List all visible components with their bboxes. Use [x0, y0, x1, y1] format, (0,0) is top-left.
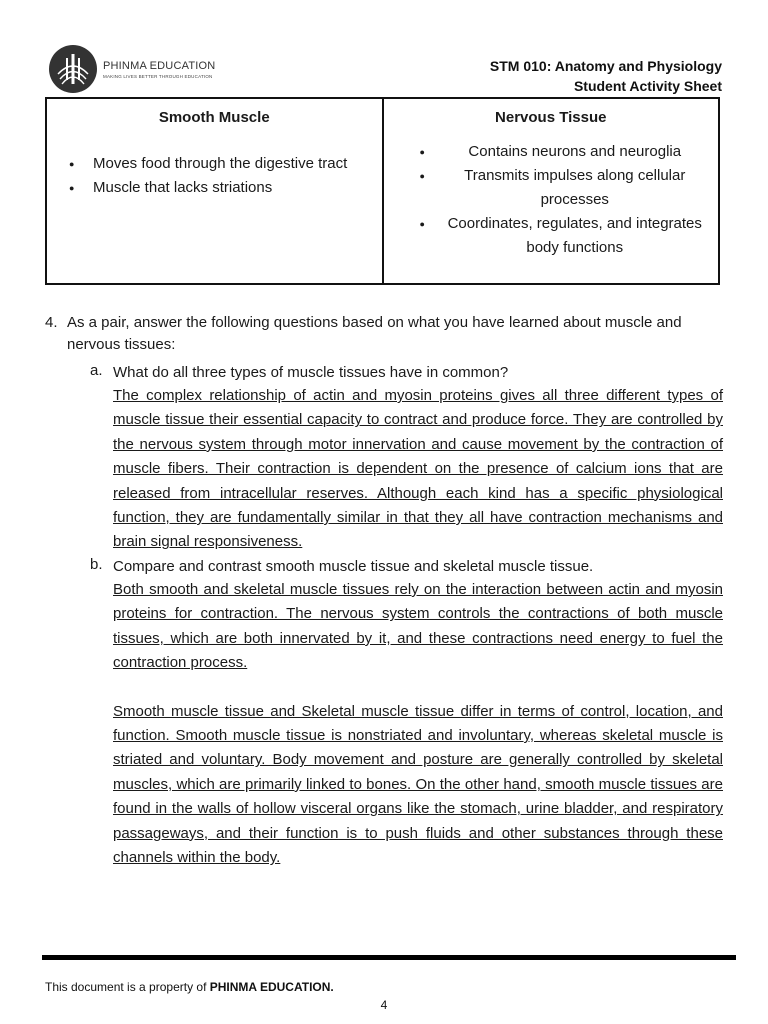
sub-question-letter: a. — [90, 362, 103, 379]
question-number: 4. — [45, 314, 58, 331]
phinma-emblem-icon — [48, 44, 98, 94]
sub-question-text: What do all three types of muscle tissues have in common? — [113, 364, 509, 381]
nervous-tissue-list — [384, 140, 719, 260]
tissue-table — [45, 97, 720, 285]
answer-paragraph-1: Both smooth and skeletal muscle tissues rely on the interaction between actin and myosin proteins for contraction. The nervous system controls the contractions of both muscle tissues, which are both innervated by it, and these contractions need energy to fuel the contraction process. — [113, 581, 723, 672]
answer-text: The complex relationship of actin and myosin proteins gives all three different types of muscle tissue their essential capacity to contract and produce force. They are controlled by the nervous system through motor innervation and cause movement by the contraction of muscle fibers. Their contraction is dependent on the presence of calcium ions that are released from intracellular reserves. Although each kind has a specific physiological function, they are fundamentally similar in that they all have contraction mechanisms and brain signal responsiveness. — [113, 387, 723, 551]
course-code-title: STM 010: Anatomy and Physiology — [489, 58, 722, 74]
smooth-muscle-heading: Smooth Muscle — [158, 109, 270, 126]
smooth-muscle-list — [47, 152, 382, 200]
footer-note — [45, 980, 334, 994]
nervous-tissue-heading: Nervous Tissue — [495, 109, 607, 126]
question-4b — [90, 556, 723, 870]
footer-divider — [42, 955, 736, 960]
list-item: ● Contains neurons and neuroglia — [440, 140, 711, 164]
smooth-muscle-cell — [46, 98, 383, 284]
list-item: ● Muscle that lacks striations — [93, 176, 382, 200]
answer-paragraph-2: Smooth muscle tissue and Skeletal muscle tissue differ in terms of control, location, and function. Smooth muscle tissue is nonstriated and involuntary, whereas skeletal muscle is striated and voluntary. Body movement and posture are generally controlled by skeletal muscles, which are primarily linked to bones. On the other hand, smooth muscle tissues are found in the walls of hollow visceral organs like the stomach, urine bladder, and respiratory passageways, and their function is to push fluids and other substances through these channels within the body. — [113, 702, 723, 867]
logo-tagline: MAKING LIVES BETTER THROUGH EDUCATION — [103, 74, 213, 79]
footer-note-owner: PHINMA EDUCATION. — [209, 980, 334, 994]
phinma-logo — [48, 44, 248, 94]
question-text: As a pair, answer the following questions based on what you have learned about muscle and nervous tissues: — [67, 314, 682, 353]
sub-question-text: Compare and contrast smooth muscle tissue and skeletal muscle tissue. — [113, 558, 594, 575]
page-number: 4 — [380, 998, 388, 1012]
course-title — [490, 56, 722, 96]
sub-question-letter: b. — [90, 556, 103, 573]
question-4a — [90, 362, 723, 555]
list-item: ● Coordinates, regulates, and integrates body functions — [440, 212, 711, 260]
footer-note-prefix: This document is a property of — [45, 980, 210, 994]
logo-name: PHINMA EDUCATION — [103, 60, 216, 72]
question-4 — [45, 312, 725, 356]
nervous-tissue-cell — [383, 98, 720, 284]
sheet-type: Student Activity Sheet — [573, 78, 722, 94]
page-header — [0, 0, 768, 100]
list-item: ● Moves food through the digestive tract — [93, 152, 382, 176]
list-item: ● Transmits impulses along cellular processes — [440, 164, 711, 212]
